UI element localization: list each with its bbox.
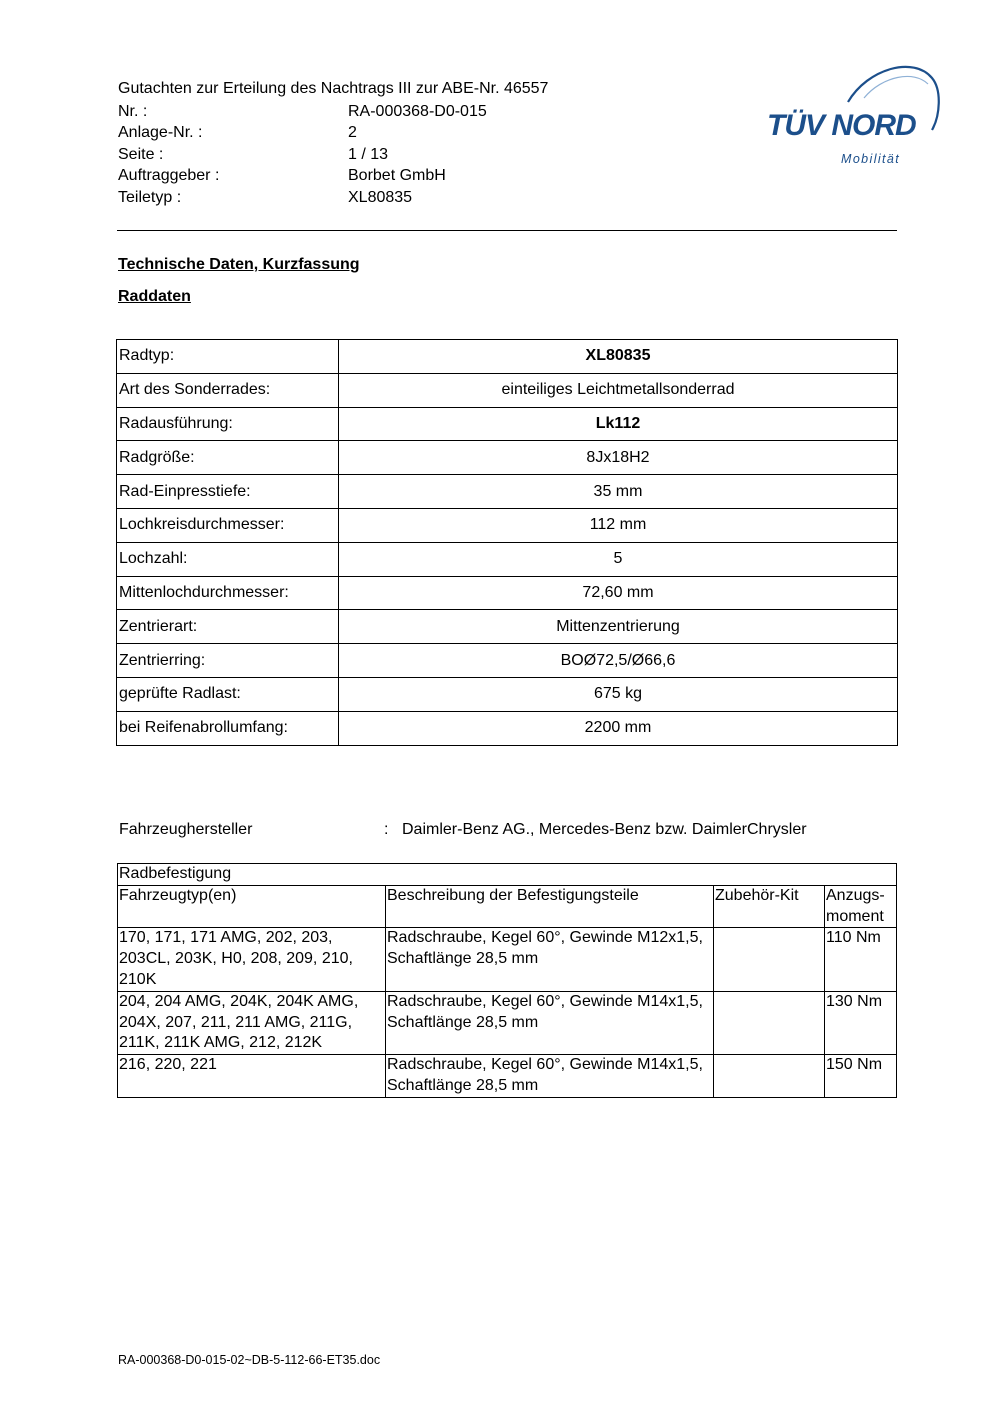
- header-row-nr: [118, 101, 487, 122]
- table-title: Radbefestigung: [118, 864, 897, 886]
- table-row: [117, 508, 898, 542]
- row-value: 675 kg: [339, 677, 898, 711]
- header-info: [118, 101, 487, 208]
- row-value: einteiliges Leichtmetallsonderrad: [339, 373, 898, 407]
- table-row: [117, 711, 898, 745]
- row-value: Mittenzentrierung: [339, 610, 898, 644]
- table-cell: [714, 928, 825, 991]
- table-cell: Radschraube, Kegel 60°, Gewinde M12x1,5, Schaftlänge 28,5 mm: [386, 928, 714, 991]
- header-divider: [117, 230, 897, 231]
- header-value: RA-000368-D0-015: [348, 103, 487, 120]
- header-row-anlage: [118, 122, 487, 143]
- row-value: 35 mm: [339, 475, 898, 509]
- row-label: Rad-Einpresstiefe:: [117, 475, 339, 509]
- row-value: BOØ72,5/Ø66,6: [339, 644, 898, 678]
- section-subtitle: Raddaten: [118, 288, 191, 305]
- row-label: Lochkreisdurchmesser:: [117, 508, 339, 542]
- row-value: 5: [339, 542, 898, 576]
- table-row: [117, 407, 898, 441]
- table-title-row: [118, 864, 897, 886]
- footer-filename: RA-000368-D0-015-02~DB-5-112-66-ET35.doc: [118, 1353, 381, 1367]
- column-header-text: Anzugs-moment: [826, 886, 885, 925]
- row-value: 112 mm: [339, 508, 898, 542]
- manufacturer-label: Fahrzeughersteller: [119, 821, 253, 838]
- manufacturer-value: Daimler-Benz AG., Mercedes-Benz bzw. DaimlerChrysler: [402, 821, 807, 838]
- row-label: Art des Sonderrades:: [117, 373, 339, 407]
- table-cell: [714, 991, 825, 1054]
- logo-subtitle: Mobilität: [841, 152, 901, 166]
- tuv-nord-logo: [764, 58, 944, 170]
- table-cell: Radschraube, Kegel 60°, Gewinde M14x1,5, Schaftlänge 28,5 mm: [386, 991, 714, 1054]
- raddaten-table: [116, 339, 898, 746]
- row-label: Mittenlochdurchmesser:: [117, 576, 339, 610]
- row-label: Radausführung:: [117, 407, 339, 441]
- table-cell: [714, 1055, 825, 1098]
- row-label: Radtyp:: [117, 340, 339, 374]
- section-title: Technische Daten, Kurzfassung: [118, 256, 360, 273]
- row-label: Zentrierart:: [117, 610, 339, 644]
- table-row: [117, 576, 898, 610]
- table-row: [117, 542, 898, 576]
- document-title: Gutachten zur Erteilung des Nachtrags III zur ABE-Nr. 46557: [118, 80, 549, 97]
- header-label: Anlage-Nr. :: [118, 124, 203, 142]
- table-row: [118, 1055, 897, 1098]
- table-cell: 130 Nm: [825, 991, 897, 1054]
- column-header: [825, 885, 897, 928]
- table-row: [118, 991, 897, 1054]
- table-cell: 110 Nm: [825, 928, 897, 991]
- table-cell: 216, 220, 221: [118, 1055, 386, 1098]
- column-header: Fahrzeugtyp(en): [118, 885, 386, 928]
- table-row: [117, 340, 898, 374]
- table-cell: Radschraube, Kegel 60°, Gewinde M14x1,5, Schaftlänge 28,5 mm: [386, 1055, 714, 1098]
- header-value: XL80835: [348, 188, 413, 206]
- table-row: [117, 373, 898, 407]
- header-label: Teiletyp :: [118, 188, 182, 206]
- header-value: 1 / 13: [348, 145, 389, 163]
- header-row-seite: [118, 144, 487, 165]
- table-row: [117, 677, 898, 711]
- table-cell: 150 Nm: [825, 1055, 897, 1098]
- row-label: Radgröße:: [117, 441, 339, 475]
- row-value: 2200 mm: [339, 711, 898, 745]
- row-value: XL80835: [339, 340, 898, 374]
- header-row-teiletyp: [118, 187, 487, 208]
- table-row: [117, 610, 898, 644]
- radbefestigung-table: [117, 863, 897, 1098]
- table-row: [117, 644, 898, 678]
- row-label: geprüfte Radlast:: [117, 677, 339, 711]
- header-label: Seite :: [118, 145, 164, 163]
- table-row: [117, 441, 898, 475]
- column-header: Zubehör-Kit: [714, 885, 825, 928]
- column-header: Beschreibung der Befestigungsteile: [386, 885, 714, 928]
- row-label: Lochzahl:: [117, 542, 339, 576]
- header-label: Nr. :: [118, 103, 148, 120]
- header-row-auftraggeber: [118, 165, 487, 186]
- header-value: Borbet GmbH: [348, 167, 446, 185]
- row-value: 72,60 mm: [339, 576, 898, 610]
- table-cell: 204, 204 AMG, 204K, 204K AMG, 204X, 207, 211, 211 AMG, 211G, 211K, 211K AMG, 212, 212K: [118, 991, 386, 1054]
- table-row: [118, 928, 897, 991]
- header-value: 2: [348, 124, 357, 142]
- row-label: Zentrierring:: [117, 644, 339, 678]
- row-label: bei Reifenabrollumfang:: [117, 711, 339, 745]
- row-value: Lk112: [339, 407, 898, 441]
- table-cell: 170, 171, 171 AMG, 202, 203, 203CL, 203K, H0, 208, 209, 210, 210K: [118, 928, 386, 991]
- logo-wordmark: TÜV NORD: [767, 109, 916, 142]
- manufacturer-line: [119, 821, 807, 839]
- table-header-row: [118, 885, 897, 928]
- header-label: Auftraggeber :: [118, 167, 220, 185]
- row-value: 8Jx18H2: [339, 441, 898, 475]
- manufacturer-separator: :: [384, 821, 389, 838]
- table-row: [117, 475, 898, 509]
